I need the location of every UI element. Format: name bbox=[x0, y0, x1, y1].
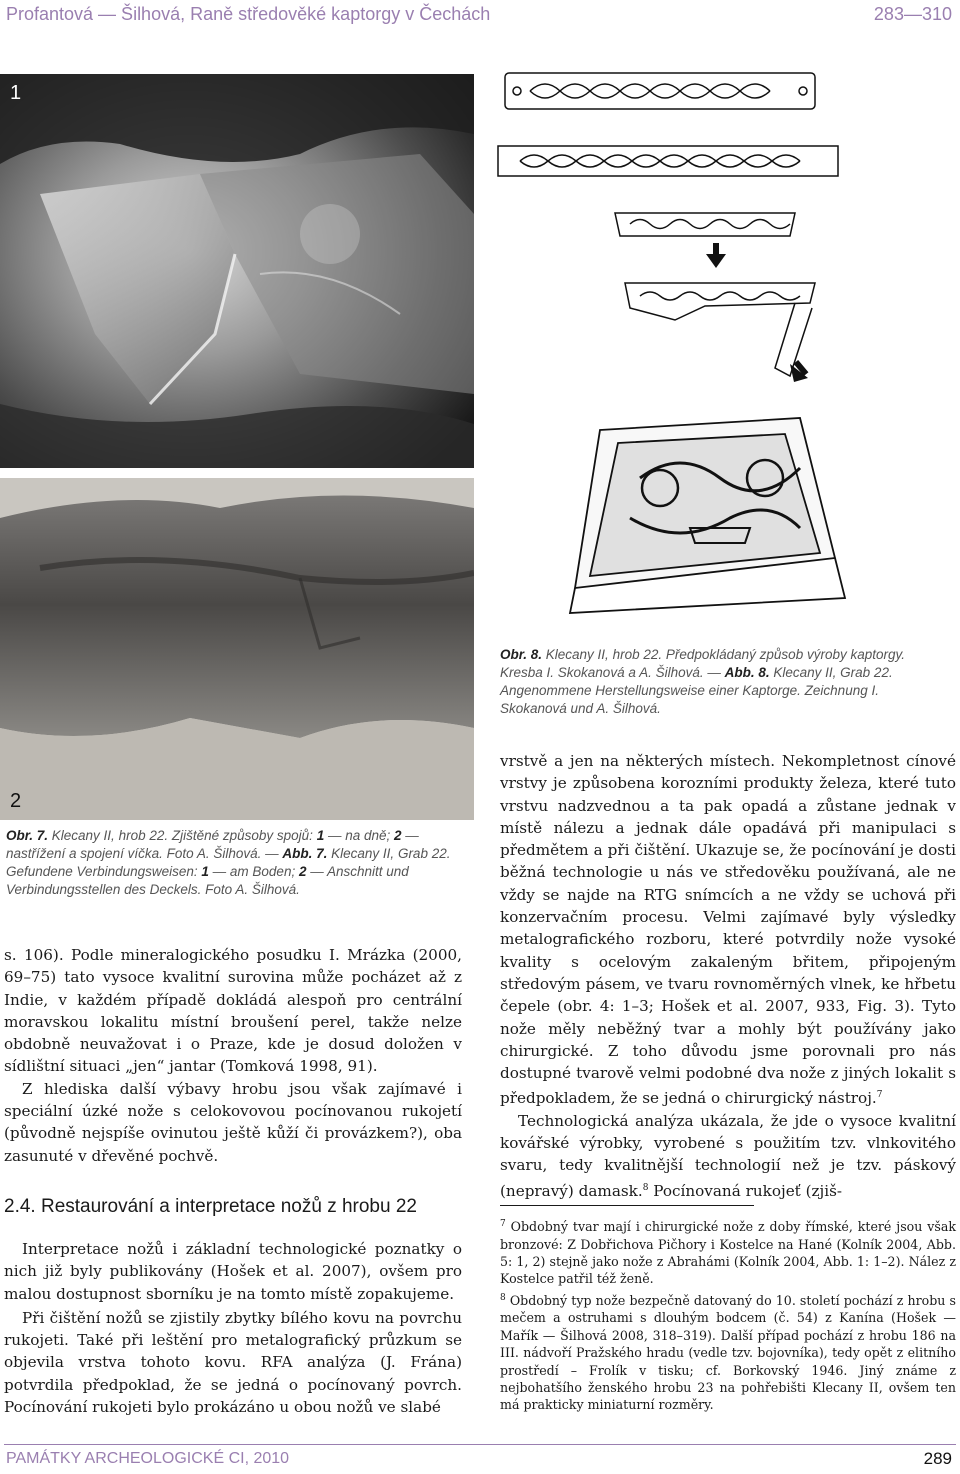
footnote-number: 7 bbox=[500, 1219, 506, 1229]
right-column bbox=[500, 750, 956, 1202]
band-bent bbox=[625, 283, 815, 376]
photo-1 bbox=[0, 74, 474, 468]
footer-journal: PAMÁTKY ARCHEOLOGICKÉ CI, 2010 bbox=[6, 1450, 290, 1467]
photo-2-label: 2 bbox=[10, 790, 22, 812]
footnote-ref[interactable]: 7 bbox=[876, 1090, 883, 1101]
caption-text: — na dně; bbox=[324, 828, 394, 843]
paragraph: Z hlediska další výbavy hrobu jsou však zajímavé i speciální úzké nože s celokovovou pocínovanou rukojetí (původně nejspíše ovinutou ještě kůží či provázkem?), oba zasunuté v dřevěné pochvě. bbox=[4, 1079, 462, 1165]
paragraph bbox=[500, 750, 956, 1110]
band-middle bbox=[498, 146, 838, 176]
photo-2-metal-surface bbox=[0, 478, 474, 820]
running-header-right: 283—310 bbox=[873, 4, 952, 24]
footnote-text: Obdobný tvar mají i chirurgické nože z doby římské, které jsou však bronzové: Z Dobřichova Pičhory i Kostelce na Hané (Kolník 2004, Abb. 5: 1, 2) stejně jako nože z Abrahámi (Kolník 2004, Abb. 1: 1–2). Nález z Kostelce patřil též ženě. bbox=[500, 1219, 956, 1287]
footnotes bbox=[500, 1216, 956, 1416]
footnote-ref[interactable]: 8 bbox=[642, 1182, 649, 1193]
left-column-section bbox=[4, 1238, 462, 1418]
caption-fig-label: Obr. 8. bbox=[500, 647, 543, 662]
footnote bbox=[500, 1290, 956, 1414]
caption-text: Klecany II, Grab 22. Angenommene Herstellungsweise einer Kaptorge. Zeichnung I. Skokanová und A. Šilhová. bbox=[500, 665, 893, 716]
caption-fig-label: Obr. 7. bbox=[6, 828, 49, 843]
caption-num: 1 bbox=[316, 828, 325, 843]
paragraph: Interpretace nožů i základní technologické poznatky o nich již byly publikovány (Hošek et al. 2007), ovšem pro malou dostupnost sborníku je na tomto místě zopakujeme. bbox=[4, 1240, 462, 1303]
band-top bbox=[505, 73, 815, 109]
photo-1-metal-surface bbox=[0, 74, 474, 468]
kaptorga-drawing bbox=[490, 58, 850, 638]
arrow-diagonal-icon bbox=[790, 360, 808, 382]
paragraph-text: Pocínovaná rukojeť (zjiš- bbox=[648, 1181, 843, 1200]
running-header-left: Profantová — Šilhová, Raně středověké kaptorgy v Čechách bbox=[6, 4, 491, 24]
figure-7-caption bbox=[6, 827, 464, 899]
paragraph: s. 106). Podle mineralogického posudku I. Mrázka (2000, 69–75) tato vysoce kvalitní surovina může pocházet až z Indie, v každém případě dokládá alespoň pro centrální moravskou lokalitu místní broušení perel, takže nelze obdobně neuvažovat i o Praze, kde je dosud doložen v sídlištní situaci „jen“ jantar (Tomková 1998, 91). bbox=[4, 946, 462, 1076]
caption-fig-label: Abb. 7. bbox=[282, 846, 328, 861]
section-heading: 2.4. Restaurování a interpretace nožů z hrobu 22 bbox=[4, 1196, 417, 1217]
caption-num: 2 bbox=[394, 828, 402, 843]
left-column bbox=[4, 944, 462, 1167]
caption-fig-label: Abb. 8. bbox=[724, 665, 770, 680]
paragraph-text: vrstvě a jen na některých místech. Nekompletnost cínové vrstvy je způsobena korozními produkty železa, které tuto vrstvu nadzvednou a ta pak opadá a zůstane jednak v místě nálezu a jednak dále opadává při manipulaci s předmětem a při čištění. Ukazuje se, že pocínování je dosti běžná technologie u nás ve středověku používaná, ale ne vždy se najde na RTG snímcích a ne vždy se uchová při konzervačním procesu. Velmi zajímavé byly výsledky metalografického rozboru, které potvrdily nože vysoké kvality s ocelovým zakaleným břitem, připojeným středovým pásem, ve tvaru rovnoměrných vlnek, ke hřbetu čepele (obr. 4: 1–3; Hošek et al. 2007, 933, Fig. 3). Tyto nože měly neběžný tvar a mohly být používány jako chirurgické. Z toho důvodu jsme porovnali pro nás dostupné tvarově velmi podobné dva nože z jiných lokalit s předpokladem, že se jedná o chirurgický nástroj. bbox=[500, 752, 956, 1108]
paragraph bbox=[500, 1110, 956, 1202]
caption-num: 1 bbox=[201, 864, 209, 879]
band-small bbox=[615, 213, 795, 236]
caption-num: 2 bbox=[298, 864, 307, 879]
caption-text: Klecany II, hrob 22. Zjištěné způsoby spojů: bbox=[48, 828, 317, 843]
footnote-number: 8 bbox=[500, 1292, 506, 1303]
caption-text: Klecany II, Grab 22. Gefundene Verbindungsweisen: bbox=[6, 846, 451, 879]
footer-page-number: 289 bbox=[923, 1449, 952, 1468]
footnote-rule bbox=[500, 1205, 754, 1206]
paragraph-text: Technologická analýza ukázala, že jde o vysoce kvalitní kovářské výrobky, vyrobené s použitím tzv. vlnkovitého svaru, tedy kvalitnější technologií než je tzv. páskový (nepravý) damask. bbox=[500, 1111, 956, 1200]
caption-text: — Anschnitt und Verbindungsstellen des Deckels. Foto A. Šilhová. bbox=[6, 864, 409, 897]
footer-rule bbox=[4, 1444, 956, 1445]
caption-text: — nastřížení a spojení víčka. Foto A. Šilhová. — bbox=[6, 828, 419, 861]
paragraph: Při čištění nožů se zjistily zbytky bílého kovu na povrchu rukojeti. Také při leštění pro metalografický průzkum se objevila vrstva tohoto kovu. RFA analýza (J. Frána) potvrdila předpoklad, že se jedná o pocínovaný povrch. Pocínování rukojeti bylo prokázáno u obou nožů ve slabé bbox=[4, 1308, 462, 1417]
photo-2 bbox=[0, 478, 474, 820]
arrow-down-icon bbox=[706, 243, 726, 268]
figure-8-caption bbox=[500, 646, 946, 718]
footnote bbox=[500, 1216, 956, 1288]
figure-8-drawing bbox=[490, 58, 850, 638]
photo-1-label: 1 bbox=[10, 82, 22, 104]
caption-text: Klecany II, hrob 22. Předpokládaný způsob výroby kaptorgy. Kresba I. Skokanová a A. Šilhová. — bbox=[500, 647, 905, 680]
capsule-box bbox=[570, 418, 845, 613]
caption-text: — am Boden; bbox=[208, 864, 299, 879]
footnote-text: Obdobný typ nože bezpečně datovaný do 10. století pochází z hrobu s mečem a ostruhami s dlouhým bodcem (č. 54) z Kanína (Hošek — Mařík — Šilhová 2008, 318–319). Další případ pochází z hrobu 186 na III. nádvoří Pražského hradu (vedle tzv. bojovníka), tedy opět z elitního prostředí – Frolík v tisku; cf. Borkovský 1946. Jiný známe z nejbohatšího ženského hrobu 23 na pohřebišti Klecany II, ovšem ten má prakticky miniaturní rozměry. bbox=[500, 1293, 956, 1413]
